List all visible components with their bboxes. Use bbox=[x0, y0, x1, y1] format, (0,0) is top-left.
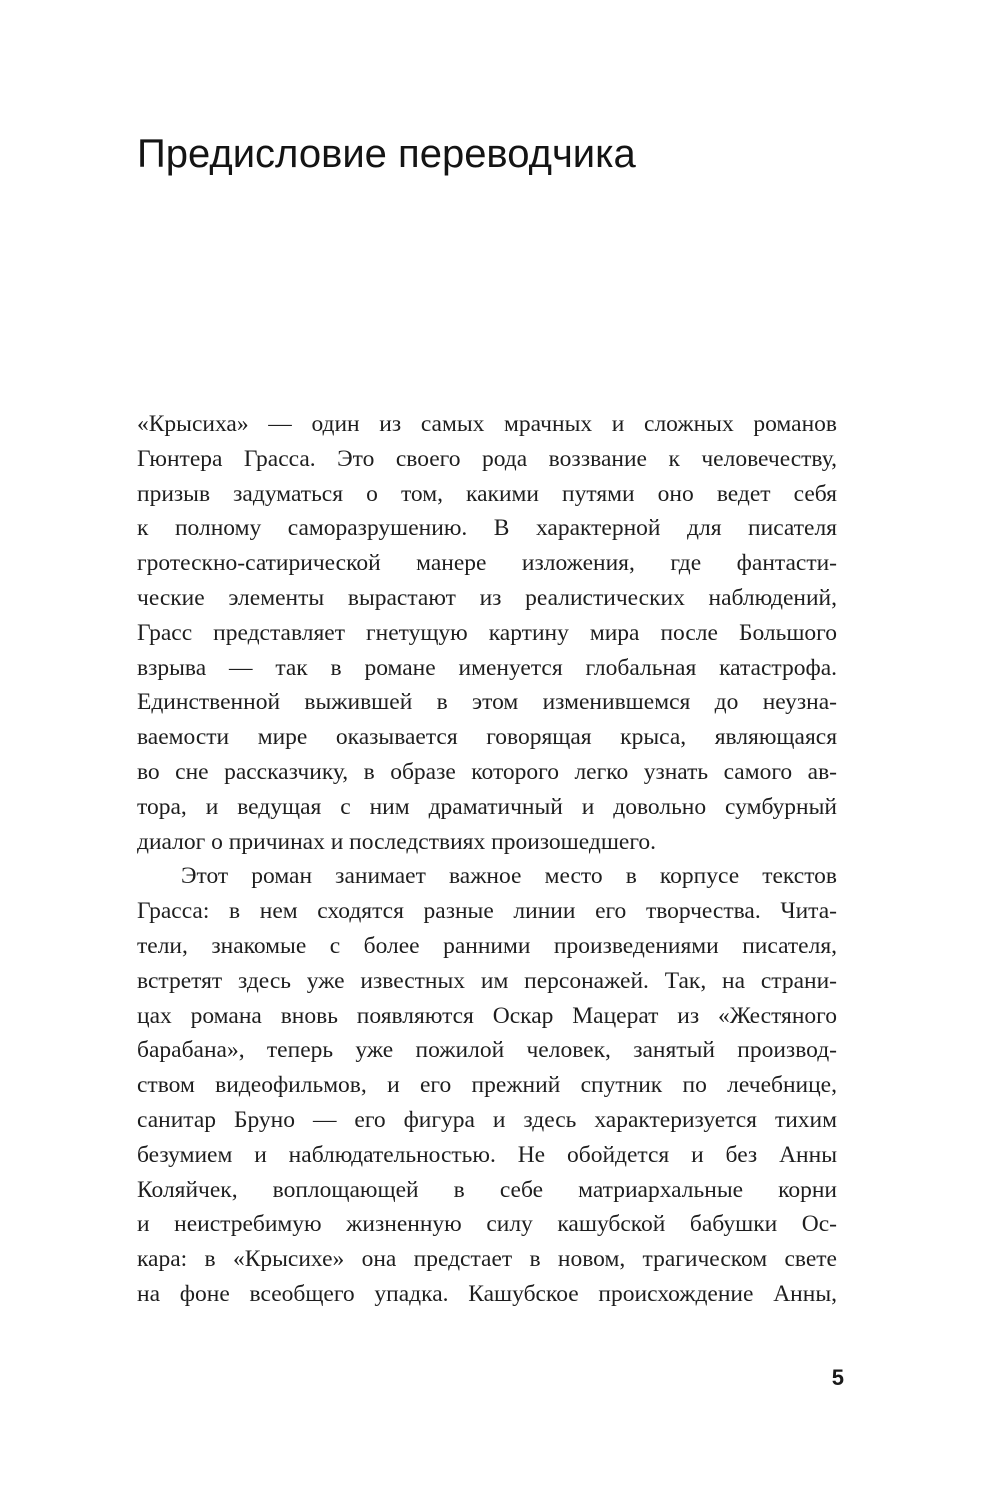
text-line: во сне рассказчику, в образе которого легко узнать самого ав- bbox=[137, 758, 837, 785]
text-line: тели, знакомые с более ранними произведениями писателя, bbox=[137, 932, 837, 959]
text-line: санитар Бруно — его фигура и здесь характеризуется тихим bbox=[137, 1106, 837, 1133]
text-line: ваемости мире оказывается говорящая крыса, являющаяся bbox=[137, 724, 837, 751]
text-line: Этот роман занимает важное место в корпусе текстов bbox=[181, 863, 837, 890]
text-line: тора, и ведущая с ним драматичный и довольно сумбурный bbox=[137, 793, 837, 820]
text-line: диалог о причинах и последствиях произошедшего. bbox=[137, 828, 657, 855]
text-line: гротескно-сатирической манере изложения, где фантасти- bbox=[137, 550, 837, 577]
text-line: призыв задуматься о том, какими путями оно ведет себя bbox=[137, 480, 837, 507]
text-line: Единственной выжившей в этом изменившемся до неузна- bbox=[137, 689, 837, 716]
text-line: ством видеофильмов, и его прежний спутник по лечебнице, bbox=[137, 1072, 837, 1099]
text-line: кара: в «Крысихе» она предстает в новом, трагическом свете bbox=[137, 1246, 837, 1273]
text-line: к полному саморазрушению. В характерной для писателя bbox=[137, 515, 837, 542]
text-line: безумием и наблюдательностью. Не обойдется и без Анны bbox=[137, 1141, 837, 1168]
text-line: Грасса: в нем сходятся разные линии его творчества. Чита- bbox=[137, 898, 837, 925]
paragraph bbox=[137, 407, 837, 859]
text-line: Грасс представляет гнетущую картину мира после Большого bbox=[137, 619, 837, 646]
paragraph bbox=[137, 859, 837, 1311]
text-line: Гюнтера Грасса. Это своего рода воззвание к человечеству, bbox=[137, 445, 837, 472]
chapter-title: Предисловие переводчика bbox=[137, 132, 636, 176]
text-line: и неистребимую жизненную силу кашубской бабушки Ос- bbox=[137, 1211, 837, 1238]
text-line: на фоне всеобщего упадка. Кашубское происхождение Анны, bbox=[137, 1280, 837, 1307]
text-line: барабана», теперь уже пожилой человек, занятый производ- bbox=[137, 1037, 837, 1064]
text-line: Коляйчек, воплощающей в себе матриархальные корни bbox=[137, 1176, 837, 1203]
text-line: цах романа вновь появляются Оскар Мацерат из «Жестяного bbox=[137, 1002, 837, 1029]
page-number: 5 bbox=[831, 1365, 844, 1390]
text-line: взрыва — так в романе именуется глобальная катастрофа. bbox=[137, 654, 837, 681]
text-line: ческие элементы вырастают из реалистических наблюдений, bbox=[137, 584, 837, 611]
text-line: «Крысиха» — один из самых мрачных и сложных романов bbox=[137, 411, 837, 437]
text-line: встретят здесь уже известных им персонажей. Так, на страни- bbox=[137, 967, 837, 994]
body-text bbox=[137, 407, 837, 1312]
